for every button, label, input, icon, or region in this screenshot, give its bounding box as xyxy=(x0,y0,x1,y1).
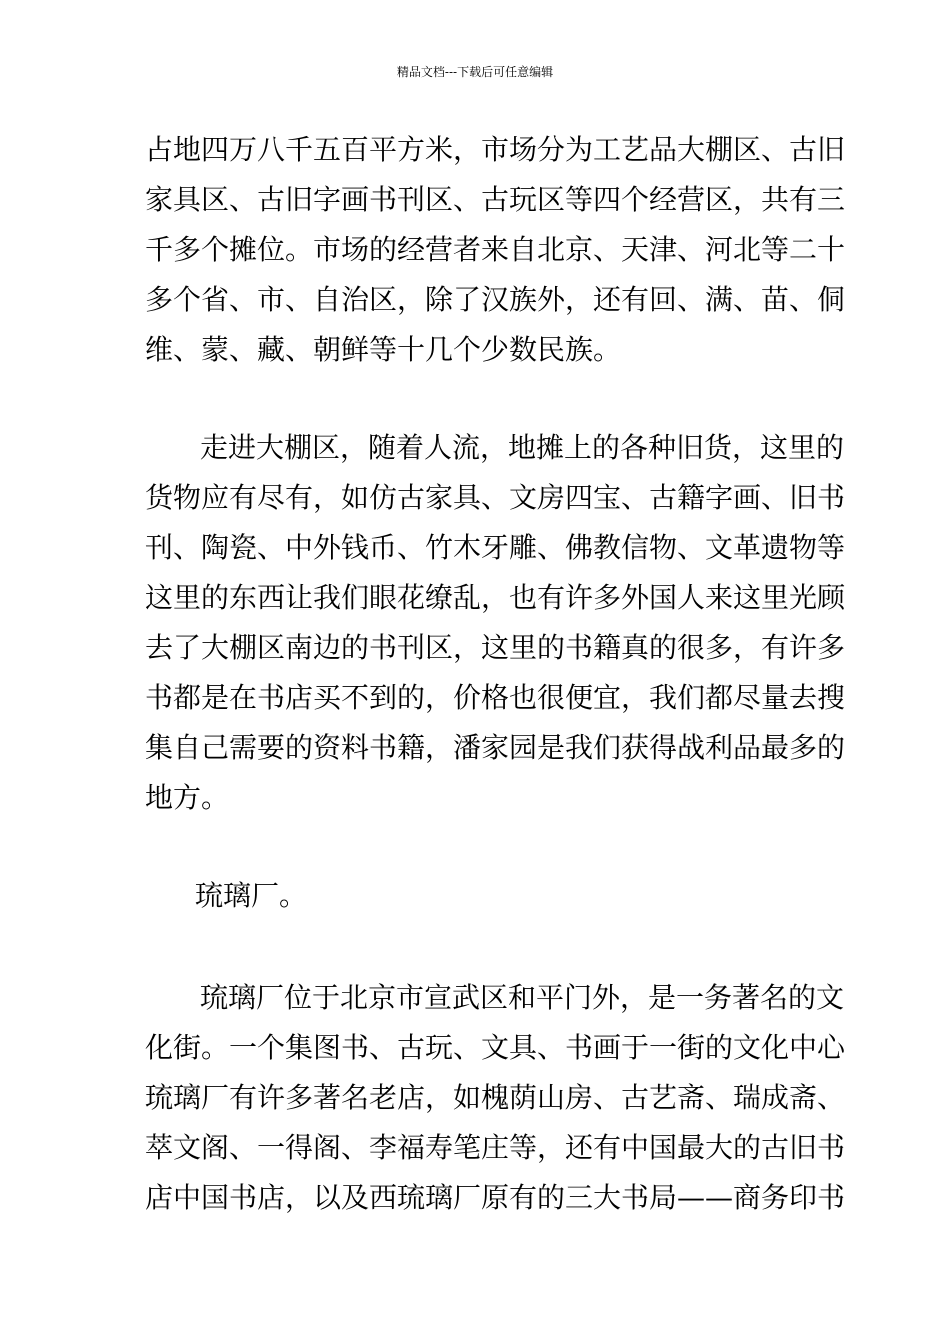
paragraph-2-line-1: 走进大棚区，随着人流，地摊上的各种旧货，这里的 xyxy=(200,431,845,464)
paragraph-1-line-5: 维、蒙、藏、朝鲜等十几个少数民族。 xyxy=(145,333,622,366)
paragraph-2-line-4: 这里的东西让我们眼花缭乱，也有许多外国人来这里光顾 xyxy=(145,581,846,614)
paragraph-1-line-3: 千多个摊位。市场的经营者来自北京、天津、河北等二十 xyxy=(145,233,846,266)
paragraph-3-line-1: 琉璃厂。 xyxy=(195,879,308,912)
paragraph-4-line-1: 琉璃厂位于北京市宣武区和平门外，是一务著名的文 xyxy=(200,981,845,1014)
paragraph-4-line-5: 店中国书店，以及西琉璃厂原有的三大书局——商务印书 xyxy=(145,1181,846,1214)
page-header: 精品文档---下载后可任意编辑 xyxy=(396,65,554,79)
paragraph-2-line-5: 去了大棚区南边的书刊区，这里的书籍真的很多，有许多 xyxy=(145,631,846,664)
paragraph-1-line-1: 占地四万八千五百平方米，市场分为工艺品大棚区、古旧 xyxy=(145,133,846,166)
paragraph-2-line-8: 地方。 xyxy=(145,781,230,814)
paragraph-1-line-4: 多个省、市、自治区，除了汉族外，还有回、满、苗、侗 xyxy=(145,283,846,316)
paragraph-4-line-3: 琉璃厂有许多著名老店，如槐荫山房、古艺斋、瑞成斋、 xyxy=(145,1081,846,1114)
paragraph-2-line-2: 货物应有尽有，如仿古家具、文房四宝、古籍字画、旧书 xyxy=(145,481,846,514)
paragraph-1-line-2: 家具区、古旧字画书刊区、古玩区等四个经营区，共有三 xyxy=(145,183,846,216)
paragraph-2-line-7: 集自己需要的资料书籍，潘家园是我们获得战利品最多的 xyxy=(145,731,846,764)
paragraph-4-line-4: 萃文阁、一得阁、李福寿笔庄等，还有中国最大的古旧书 xyxy=(145,1131,846,1164)
paragraph-2-line-6: 书都是在书店买不到的，价格也很便宜，我们都尽量去搜 xyxy=(145,681,846,714)
paragraph-4-line-2: 化街。一个集图书、古玩、文具、书画于一街的文化中心 xyxy=(145,1031,846,1064)
paragraph-2-line-3: 刊、陶瓷、中外钱币、竹木牙雕、佛教信物、文革遗物等 xyxy=(145,531,846,564)
